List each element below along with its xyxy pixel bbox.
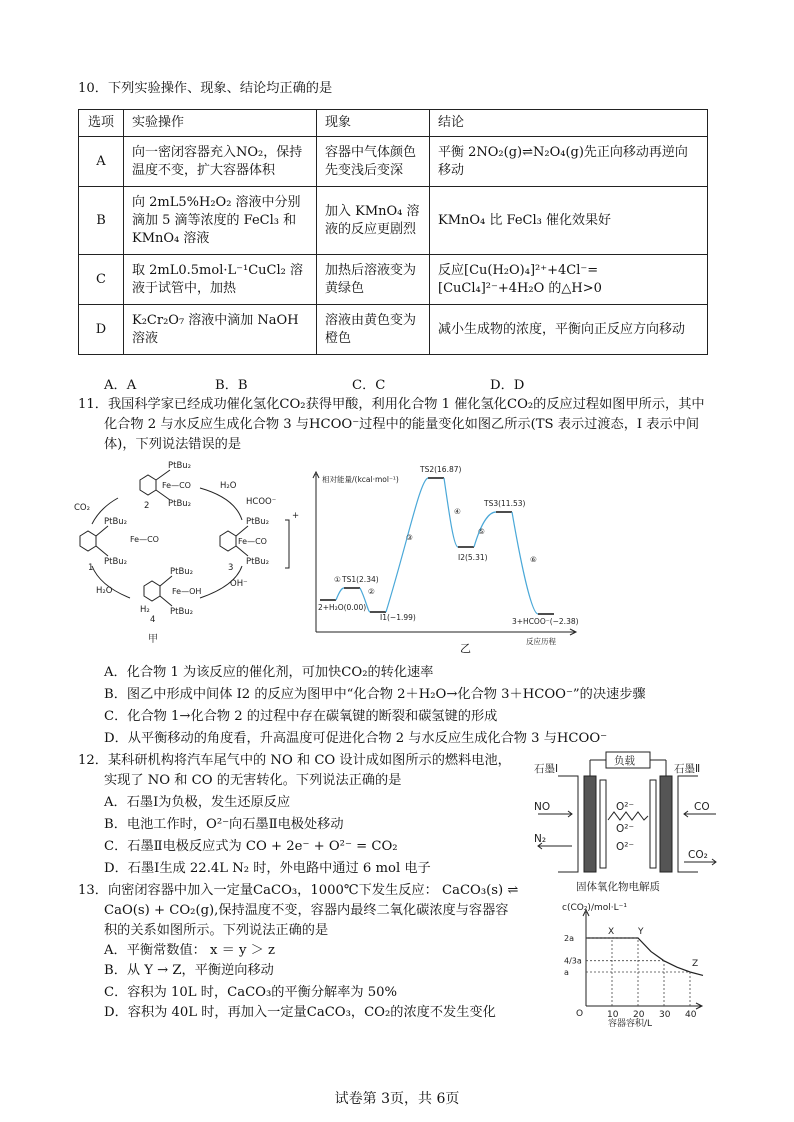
- ptbu2-label: PtBu₂: [168, 499, 192, 509]
- point-label: 3+HCOO⁻(−2.38): [512, 617, 579, 626]
- q10-option-a: A．A: [104, 378, 137, 393]
- ptbu2-label: PtBu₂: [246, 557, 270, 567]
- q11-stem-2: 化合物 2 与水反应生成化合物 3 与HCOO⁻过程中的能量变化如图乙所示(TS 表示过渡态，I 表示中间: [104, 417, 700, 432]
- graphite-2-electrode: [660, 776, 672, 872]
- q13-option-c: C．容积为 10L 时，CaCO₃的平衡分解率为 50%: [104, 985, 398, 1000]
- compound-2-label: 2: [144, 501, 150, 511]
- ptbu2-label: PtBu₂: [170, 607, 194, 617]
- q10-table: [78, 109, 708, 355]
- load-label: 负载: [614, 755, 635, 767]
- row-conclusion: KMnO₄ 比 FeCl₃ 催化效果好: [430, 187, 708, 255]
- row-conclusion: 减小生成物的浓度，平衡向正反应方向移动: [430, 305, 708, 355]
- co2-label: CO₂: [74, 503, 91, 513]
- energy-profile-chart: [308, 460, 588, 655]
- q12-option-a: A．石墨Ⅰ为负极，发生还原反应: [104, 795, 291, 810]
- q12-option-c: C．石墨Ⅱ电极反应式为 CO + 2e⁻ + O²⁻ = CO₂: [104, 839, 398, 854]
- step-label: ①: [334, 575, 341, 584]
- table-header-row: [79, 110, 708, 137]
- graphite-1-electrode: [584, 776, 596, 872]
- electrolyte-left: [600, 780, 606, 868]
- table-row: [79, 255, 708, 305]
- header-conclusion: 结论: [430, 110, 708, 137]
- compound-3-label: 3: [228, 563, 234, 573]
- step-label: ⑤: [478, 527, 485, 536]
- n2-outlet-label: N₂: [534, 833, 547, 845]
- row-label: C: [79, 255, 124, 305]
- row-label: A: [79, 137, 124, 187]
- figure-caption-yi: 乙: [460, 642, 471, 655]
- q12-stem-2: 实现了 NO 和 CO 的无害转化。下列说法正确的是: [104, 773, 402, 788]
- q11-option-d: D．从平衡移动的角度看，升高温度可促进化合物 2 与水反应生成化合物 3 与HCOO⁻: [104, 731, 608, 746]
- row-phenomenon: 加入 KMnO₄ 溶液的反应更剧烈: [317, 187, 430, 255]
- q11-option-b: B．图乙中形成中间体 I2 的反应为图甲中“化合物 2＋H₂O→化合物 3＋HCOO⁻”的决速步骤: [104, 687, 646, 702]
- q10-option-c: C．C: [352, 378, 386, 393]
- step-label: ⑥: [530, 555, 537, 564]
- row-conclusion: 反应[Cu(H₂O)₄]²⁺+4Cl⁻=[CuCl₄]²⁻+4H₂O 的△H>0: [430, 255, 708, 305]
- h2o-label: H₂O: [96, 586, 113, 596]
- row-phenomenon: 加热后溶液变为黄绿色: [317, 255, 430, 305]
- point-label: TS1(2.34): [342, 575, 379, 584]
- svg-text:Fe—OH: Fe—OH: [172, 587, 202, 596]
- x-tick-label: 10: [607, 1010, 619, 1020]
- point-label: I2(5.31): [458, 553, 488, 562]
- co2-series-line: [586, 938, 703, 975]
- page-footer: 试卷第 3页，共 6页: [334, 1091, 460, 1107]
- step-label: ③: [406, 533, 413, 542]
- q11-option-c: C．化合物 1→化合物 2 的过程中存在碳氧键的断裂和碳氢键的形成: [104, 709, 498, 724]
- electrolyte-caption: 固体氧化物电解质: [576, 881, 660, 893]
- q11-stem-1: 11．我国科学家已经成功催化氢化CO₂获得甲酸，利用化合物 1 催化氢化CO₂的反应过程如图甲所示，其中: [78, 397, 705, 412]
- svg-text:Fe—CO: Fe—CO: [238, 537, 267, 546]
- header-operation: 实验操作: [124, 110, 317, 137]
- electrolyte-right: [650, 780, 656, 868]
- point-label: TS2(16.87): [420, 465, 462, 474]
- point-label: TS3(11.53): [484, 499, 526, 508]
- ptbu2-label: PtBu₂: [104, 557, 128, 567]
- ptbu2-label: PtBu₂: [104, 517, 128, 527]
- row-phenomenon: 容器中气体颜色先变浅后变深: [317, 137, 430, 187]
- x-tick-label: 20: [633, 1010, 645, 1020]
- fuel-cell-diagram: [528, 748, 720, 896]
- row-phenomenon: 溶液由黄色变为橙色: [317, 305, 430, 355]
- q12-stem-1: 12．某科研机构将汽车尾气中的 NO 和 CO 设计成如图所示的燃料电池，: [78, 753, 511, 768]
- step-label: ②: [368, 587, 375, 596]
- q11-option-a: A．化合物 1 为该反应的催化剂，可加快CO₂的转化速率: [104, 665, 434, 680]
- q10-option-d: D．D: [490, 378, 525, 393]
- row-operation: 向一密闭容器充入NO₂，保持温度不变，扩大容器体积: [124, 137, 317, 187]
- ptbu2-label: PtBu₂: [170, 567, 194, 577]
- q13-stem-2: CaO(s) + CO₂(g),保持温度不变，容器内最终二氧化碳浓度与容器容: [104, 903, 509, 918]
- step-label: ④: [454, 507, 461, 516]
- table-row: [79, 187, 708, 255]
- co2-xlabel: 容器容积/L: [608, 1019, 653, 1029]
- h2o-label: H₂O: [220, 481, 237, 491]
- row-operation: 向 2mL5%H₂O₂ 溶液中分别滴加 5 滴等浓度的 FeCl₃ 和 KMnO₄ 溶液: [124, 187, 317, 255]
- graphite-1-label: 石墨Ⅰ: [534, 763, 559, 775]
- row-conclusion: 平衡 2NO₂(g)⇌N₂O₄(g)先正向移动再逆向移动: [430, 137, 708, 187]
- oxide-ion-label: O²⁻: [616, 841, 635, 853]
- origin-label: O: [576, 1009, 584, 1019]
- h2-label: H₂: [140, 605, 150, 615]
- q12-option-d: D．石墨Ⅰ生成 22.4L N₂ 时，外电路中通过 6 mol 电子: [104, 861, 431, 876]
- y-tick-label: a: [564, 968, 569, 977]
- header-phenomenon: 现象: [317, 110, 430, 137]
- svg-text:Fe—CO: Fe—CO: [130, 535, 159, 544]
- co2-ylabel: c(CO₂)/mol·L⁻¹: [562, 903, 627, 913]
- row-label: D: [79, 305, 124, 355]
- charge-plus: +: [292, 511, 300, 521]
- row-operation: K₂Cr₂O₇ 溶液中滴加 NaOH 溶液: [124, 305, 317, 355]
- q11-stem-3: 体)，下列说法错误的是: [104, 437, 242, 452]
- point-label-y: Y: [638, 927, 644, 937]
- compound-1-label: 1: [88, 563, 94, 573]
- oxide-ion-label: O²⁻: [616, 801, 635, 813]
- q10-option-b: B．B: [215, 378, 248, 393]
- y-tick-label: 2a: [564, 934, 574, 943]
- point-label-x: X: [608, 927, 615, 937]
- oh-label: OH⁻: [230, 579, 248, 589]
- x-tick-label: 30: [659, 1010, 671, 1020]
- co2-concentration-chart: [552, 900, 712, 1030]
- row-label: B: [79, 187, 124, 255]
- svg-text:Fe—CO: Fe—CO: [162, 481, 191, 490]
- co2-outlet-label: CO₂: [688, 849, 708, 861]
- y-tick-label: 4/3a: [564, 956, 582, 966]
- q10-stem: 10．下列实验操作、现象、结论均正确的是: [78, 81, 333, 96]
- q13-option-a: A．平衡常数值： x ＝ y ＞ z: [104, 943, 276, 958]
- energy-xlabel: 反应历程: [526, 637, 556, 646]
- ptbu2-label: PtBu₂: [168, 461, 192, 471]
- table-row: [79, 305, 708, 355]
- ptbu2-label: PtBu₂: [246, 517, 270, 527]
- graphite-2-label: 石墨Ⅱ: [674, 763, 701, 775]
- compound-4-label: 4: [150, 615, 156, 625]
- header-option: 选项: [79, 110, 124, 137]
- point-label: 2+H₂O(0.00): [318, 603, 367, 612]
- energy-ylabel: 相对能量/(kcal·mol⁻¹): [322, 475, 399, 484]
- q12-option-b: B．电池工作时，O²⁻向石墨Ⅱ电极处移动: [104, 817, 344, 832]
- row-operation: 取 2mL0.5mol·L⁻¹CuCl₂ 溶液于试管中，加热: [124, 255, 317, 305]
- hcoo-label: HCOO⁻: [246, 497, 277, 507]
- point-label: I1(−1.99): [380, 613, 416, 622]
- q13-stem-1: 13．向密闭容器中加入一定量CaCO₃，1000℃下发生反应： CaCO₃(s) ⇌: [78, 883, 519, 898]
- oxide-ion-label: O²⁻: [616, 823, 635, 835]
- no-inlet-label: NO: [534, 801, 551, 813]
- q13-option-b: B．从 Y → Z，平衡逆向移动: [104, 963, 274, 978]
- q13-option-d: D．容积为 40L 时，再加入一定量CaCO₃，CO₂的浓度不发生变化: [104, 1005, 496, 1020]
- table-row: [79, 137, 708, 187]
- q13-stem-3: 积的关系如图所示。下列说法正确的是: [104, 923, 329, 938]
- figure-caption-jia: 甲: [148, 634, 158, 645]
- co-inlet-label: CO: [694, 801, 710, 813]
- x-tick-label: 40: [685, 1010, 697, 1020]
- catalytic-cycle-diagram: [70, 458, 300, 648]
- point-label-z: Z: [692, 959, 699, 969]
